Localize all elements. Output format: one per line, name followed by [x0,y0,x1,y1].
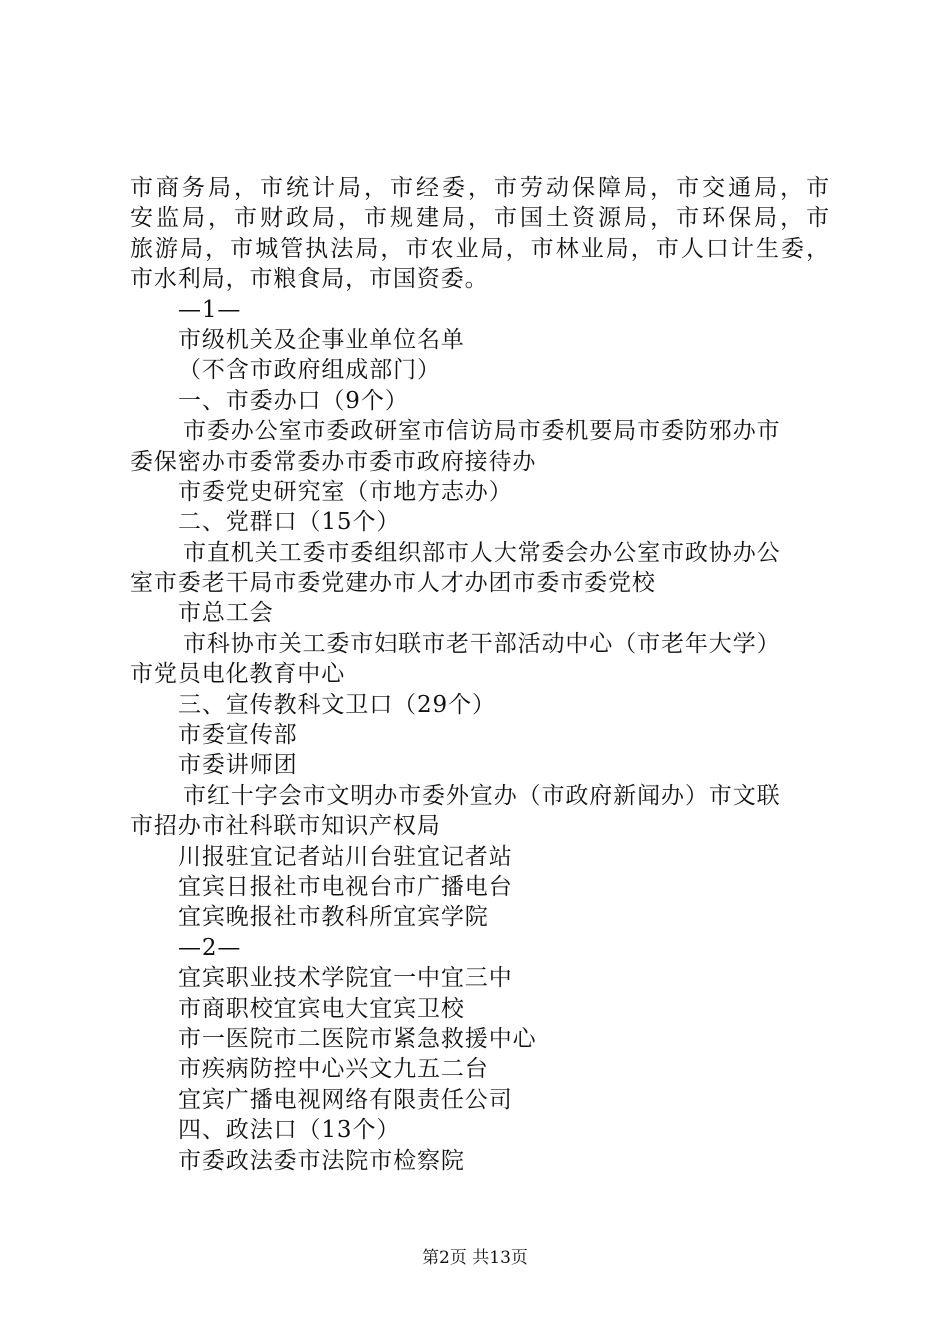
text-line-24: 宜宾日报社市电视台市广播电台 [178,873,513,900]
text-line-31: 宜宾广播电视网络有限责任公司 [178,1086,513,1113]
text-line-33: 市委政法委市法院市检察院 [178,1147,465,1174]
text-line-9: 市委办公室市委政研室市信访局市委机要局市委防邪办市 [183,418,781,445]
document-subtitle: （不含市政府组成部门） [178,357,441,384]
text-line-20: 市委讲师团 [178,752,298,779]
text-line-10: 委保密办市委常委办市委市政府接待办 [130,448,537,475]
text-line-16: 市科协市关工委市妇联市老干部活动中心（市老年大学） [183,630,781,657]
text-line-13: 市直机关工委市委组织部市人大常委会办公室市政协办公 [183,539,781,566]
text-line-3: 旅游局，市城管执法局，市农业局，市林业局，市人口计生委， [130,235,830,262]
text-line-14: 室市委老干局市委党建办市人才办团市委市委党校 [130,570,656,597]
text-line-22: 市招办市社科联市知识产权局 [130,813,441,840]
text-line-17: 市党员电化教育中心 [130,661,346,688]
text-line-2: 安监局，市财政局，市规建局，市国土资源局，市环保局，市 [130,205,830,232]
text-line-1: 市商务局，市统计局，市经委，市劳动保障局，市交通局，市 [130,175,830,201]
text-line-11: 市委党史研究室（市地方志办） [178,478,513,505]
document-body [130,173,830,1176]
section-heading-4: 四、政法口（13个） [178,1117,401,1144]
text-line-23: 川报驻宜记者站川台驻宜记者站 [178,843,513,870]
text-line-29: 市一医院市二医院市紧急救援中心 [178,1025,537,1052]
text-line-21: 市红十字会市文明办市委外宣办（市政府新闻办）市文联 [183,782,781,809]
section-heading-3: 三、宣传教科文卫口（29个） [178,691,496,718]
text-line-15: 市总工会 [178,600,274,627]
text-line-19: 市委宣传部 [178,722,298,749]
text-line-28: 市商职校宜宾电大宜宾卫校 [178,995,465,1022]
page-marker-2: —2— [178,934,242,961]
page-marker-1: —1— [178,296,242,323]
section-heading-2: 二、党群口（15个） [178,509,401,536]
text-line-25: 宜宾晚报社市教科所宜宾学院 [178,904,489,931]
text-line-4: 市水利局，市粮食局，市国资委。 [130,266,489,293]
document-title: 市级机关及企事业单位名单 [178,326,465,353]
text-line-27: 宜宾职业技术学院宜一中宜三中 [178,965,513,992]
text-line-30: 市疾病防控中心兴文九五二台 [178,1056,489,1083]
section-heading-1: 一、市委办口（9个） [178,387,409,414]
page-footer: 第2页 共13页 [422,1248,528,1268]
